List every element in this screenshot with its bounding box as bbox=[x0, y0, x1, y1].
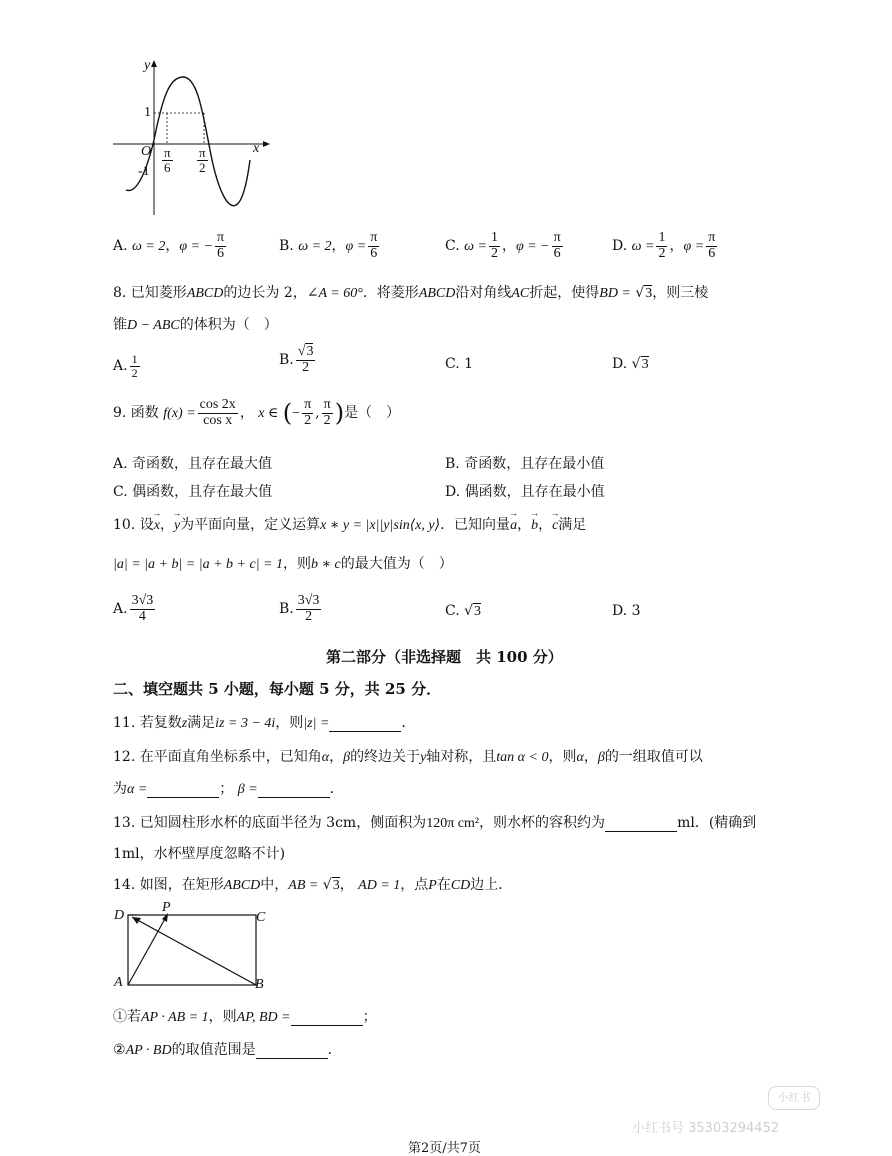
q14-sub1-blank[interactable] bbox=[291, 1011, 363, 1026]
q8-option-d[interactable]: D. √3 bbox=[612, 356, 649, 372]
graph-x-label: x bbox=[253, 141, 260, 156]
q7-option-c[interactable]: C. ω = $\frac{1}{2}$ ，φ = − $\frac{\pi}{6}$ bbox=[445, 230, 561, 261]
graph-tick-neg1: -1 bbox=[138, 164, 150, 179]
q9-option-a[interactable]: A. 奇函数，且存在最大值 bbox=[113, 456, 273, 472]
q13-answer-blank[interactable] bbox=[605, 817, 677, 832]
q11-stem: 11. 若复数z满足iz = 3 − 4i，则|z| = ． bbox=[113, 715, 416, 731]
q12-stem-line2: 为α = ； β = ． bbox=[113, 781, 344, 797]
q14-stem: 14. 如图，在矩形ABCD中，AB = √3， AD = 1，点P在CD边上． bbox=[113, 877, 513, 893]
fig-label-c: C bbox=[256, 910, 266, 925]
q7-option-b[interactable]: B. ω = 2，φ = $\frac{\pi}{6}$ bbox=[279, 230, 378, 261]
q8-option-a[interactable]: A. $\frac{1}{2}$ bbox=[113, 352, 138, 380]
page-footer: 第2页/共7页 bbox=[408, 1141, 481, 1156]
q8-option-b[interactable]: B. $\frac{√3}{2}$ bbox=[279, 344, 314, 375]
fig-label-p: P bbox=[162, 900, 171, 915]
q10-stem-line2: |a| = |a + b| = |a + b + c| = 1，则b ∗ c的最大值为（ ） bbox=[113, 556, 453, 572]
q13-stem-line2: 1ml，水杯壁厚度忽略不计) bbox=[113, 846, 286, 862]
q10-option-a[interactable]: A. $\frac{3√3}{4}$ bbox=[113, 593, 154, 624]
q14-sub2-blank[interactable] bbox=[256, 1044, 328, 1059]
q12-alpha-blank[interactable] bbox=[147, 783, 219, 798]
q12-stem-line1: 12. 在平面直角坐标系中，已知角α，β的终边关于y轴对称，且tan α < 0，则α，β的一组取值可以 bbox=[113, 749, 703, 765]
fig-label-d: D bbox=[114, 908, 125, 923]
q7-option-d[interactable]: D. ω = $\frac{1}{2}$ ，φ = $\frac{\pi}{6}$ bbox=[612, 230, 716, 261]
q8-stem-line1: 8. 已知菱形ABCD的边长为 2，∠A = 60°．将菱形ABCD沿对角线AC折起，使得BD = √3，则三棱 bbox=[113, 285, 709, 301]
watermark-logo: 小红书 bbox=[768, 1086, 820, 1110]
q10-option-b[interactable]: B. $\frac{3√3}{2}$ bbox=[279, 593, 320, 624]
q10-stem-line1: 10. 设→ x，→ y为平面向量，定义运算x ∗ y = |x||y|sin⟨x, y⟩．已知向量→ a，→ b，→ c满足 bbox=[113, 514, 586, 534]
fig-label-a: A bbox=[114, 975, 123, 990]
q10-option-d[interactable]: D. 3 bbox=[612, 603, 641, 619]
q8-option-c[interactable]: C. 1 bbox=[445, 356, 474, 372]
q12-beta-blank[interactable] bbox=[258, 783, 330, 798]
graph-y-label: y bbox=[144, 58, 151, 73]
q9-option-d[interactable]: D. 偶函数，且存在最小值 bbox=[445, 484, 605, 500]
q9-option-c[interactable]: C. 偶函数，且存在最大值 bbox=[113, 484, 273, 500]
q10-option-c[interactable]: C. √3 bbox=[445, 603, 482, 619]
q14-sub2: ②AP · BD的取值范围是 ． bbox=[113, 1042, 342, 1058]
graph-tick-1: 1 bbox=[144, 105, 151, 120]
sine-graph bbox=[108, 55, 273, 220]
q13-stem-line1: 13. 已知圆柱形水杯的底面半径为 3cm，侧面积为120π cm²，则水杯的容积约为 ml．(精确到 bbox=[113, 815, 757, 831]
graph-tick-pi2: $\frac{\pi}{2}$ bbox=[199, 145, 206, 175]
watermark-id: 小红书号 3530329445​2 bbox=[632, 1121, 780, 1136]
q9-stem: 9. 函数 f(x) = $\frac{\cos 2x}{\text{cos x}}$ ， x ∈ (− $\frac{\pi}{2}$ , $\frac{\pi}{2}$ )是（ ） bbox=[113, 397, 401, 428]
section2-heading: 二、填空题共 5 小题，每小题 5 分，共 25 分． bbox=[113, 680, 442, 698]
q8-stem-line2: 锥D − ABC的体积为（ ） bbox=[113, 317, 278, 333]
q7-option-a[interactable]: A. ω = 2，φ = − $\frac{\pi}{6}$ bbox=[113, 230, 225, 261]
graph-tick-pi6: $\frac{\pi}{6}$ bbox=[164, 145, 171, 175]
fig-label-b: B bbox=[255, 977, 264, 992]
q11-answer-blank[interactable] bbox=[329, 717, 401, 732]
part2-heading: 第二部分（非选择题 共 100 分） bbox=[326, 648, 563, 666]
q9-option-b[interactable]: B. 奇函数，且存在最小值 bbox=[445, 456, 605, 472]
graph-origin: O bbox=[141, 144, 152, 159]
q14-sub1: ①若AP · AB = 1，则AP, BD = ； bbox=[113, 1009, 377, 1025]
